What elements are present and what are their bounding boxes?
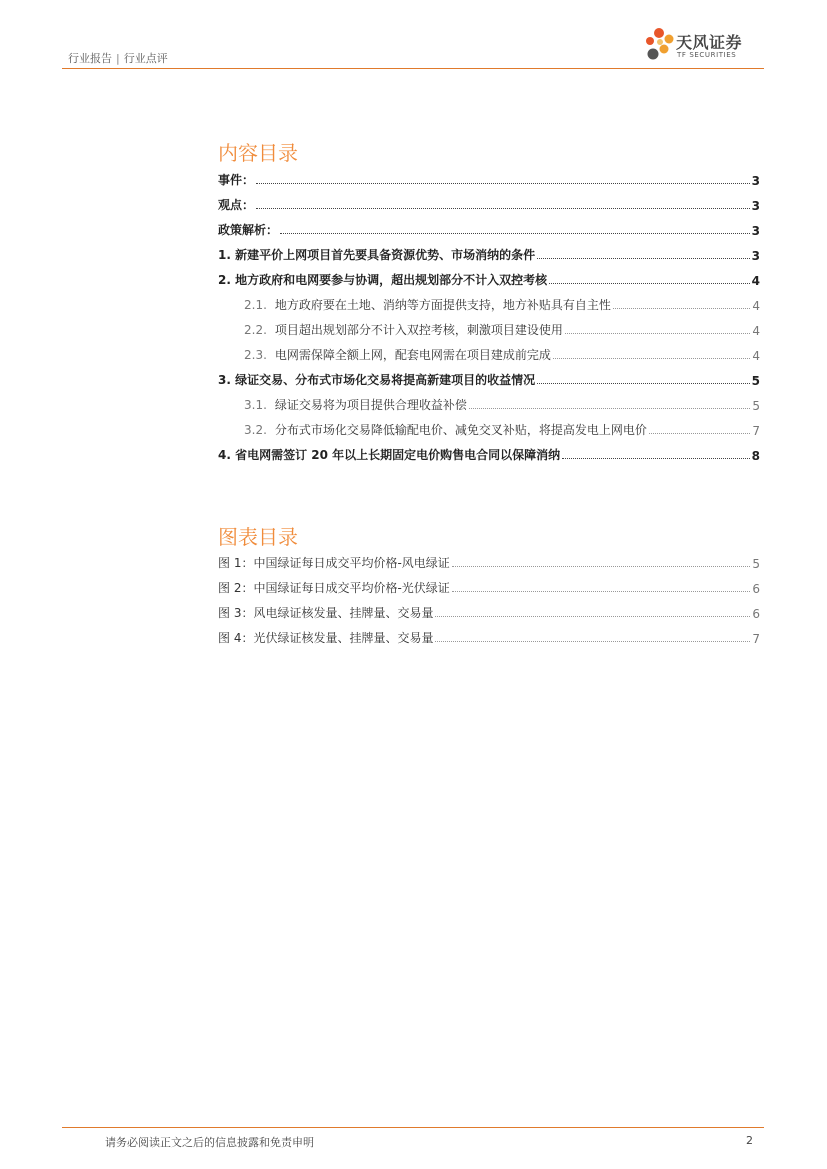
toc-entry-page: 4 bbox=[751, 274, 760, 288]
breadcrumb bbox=[68, 50, 168, 66]
flower-logo-icon bbox=[644, 24, 674, 68]
figure-entry-page: 5 bbox=[752, 557, 760, 571]
toc-entry-label: 1. 新建平价上网项目首先要具备资源优势、市场消纳的条件 bbox=[218, 248, 536, 262]
toc-subentry-number: 3.1. bbox=[244, 398, 267, 412]
toc-subentry-number: 2.2. bbox=[244, 323, 267, 337]
breadcrumb-separator: | bbox=[116, 52, 120, 65]
figure-entry[interactable] bbox=[218, 603, 760, 621]
toc-subentry[interactable] bbox=[218, 420, 760, 438]
leader-dots bbox=[565, 332, 750, 334]
logo-english-text: TF SECURITIES bbox=[677, 51, 737, 59]
toc-entry-label: 事件： bbox=[218, 173, 255, 187]
toc-entry-page: 3 bbox=[751, 174, 760, 188]
toc-subentry-number: 2.3. bbox=[244, 348, 267, 362]
toc-subentry-label: 地方政府要在土地、消纳等方面提供支持，地方补贴具有自主性 bbox=[274, 298, 611, 312]
toc-subentry-label: 分布式市场化交易降低输配电价、减免交叉补贴，将提高发电上网电价 bbox=[274, 423, 647, 437]
figure-entry-page: 6 bbox=[752, 607, 760, 621]
breadcrumb-report-type: 行业报告 bbox=[68, 52, 112, 65]
leader-dots bbox=[256, 182, 750, 184]
figure-entry-label: 图 3：风电绿证核发量、挂牌量、交易量 bbox=[218, 606, 434, 620]
figure-entry[interactable] bbox=[218, 553, 760, 571]
leader-dots bbox=[452, 565, 751, 567]
toc-subentry-label: 项目超出规划部分不计入双控考核，刺激项目建设使用 bbox=[274, 323, 563, 337]
figure-entry[interactable] bbox=[218, 578, 760, 596]
toc-entry[interactable] bbox=[218, 245, 760, 263]
figures-title: 图表目录 bbox=[218, 525, 298, 549]
leader-dots bbox=[469, 407, 750, 409]
toc-entry-label: 3. 绿证交易、分布式市场化交易将提高新建项目的收益情况 bbox=[218, 373, 536, 387]
toc-subentry[interactable] bbox=[218, 345, 760, 363]
toc-entry-page: 5 bbox=[751, 374, 760, 388]
header-rule bbox=[62, 68, 764, 69]
toc-subentry-label: 绿证交易将为项目提供合理收益补偿 bbox=[274, 398, 467, 412]
leader-dots bbox=[280, 232, 750, 234]
leader-dots bbox=[256, 207, 750, 209]
toc-subentry[interactable] bbox=[218, 295, 760, 313]
toc-entry-label: 2. 地方政府和电网要参与协调，超出规划部分不计入双控考核 bbox=[218, 273, 548, 287]
breadcrumb-report-subtype: 行业点评 bbox=[123, 52, 168, 65]
footer-rule bbox=[62, 1127, 764, 1128]
leader-dots bbox=[435, 640, 750, 642]
toc-entry-page: 3 bbox=[751, 249, 760, 263]
toc-entry[interactable] bbox=[218, 170, 760, 188]
leader-dots bbox=[562, 457, 749, 459]
leader-dots bbox=[549, 282, 750, 284]
page-header bbox=[62, 0, 764, 70]
leader-dots bbox=[649, 432, 750, 434]
leader-dots bbox=[613, 307, 750, 309]
figure-entry-page: 6 bbox=[752, 582, 760, 596]
toc-entry[interactable] bbox=[218, 195, 760, 213]
leader-dots bbox=[537, 257, 750, 259]
toc-entry-label: 4. 省电网需签订 20 年以上长期固定电价购售电合同以保障消纳 bbox=[218, 448, 561, 462]
toc-entry[interactable] bbox=[218, 270, 760, 288]
leader-dots bbox=[553, 357, 750, 359]
toc-subentry-page: 4 bbox=[752, 349, 760, 363]
toc-subentry-page: 4 bbox=[752, 299, 760, 313]
figure-entry-page: 7 bbox=[752, 632, 760, 646]
toc-entry-page: 3 bbox=[751, 199, 760, 213]
figure-entry[interactable] bbox=[218, 628, 760, 646]
toc-entry-page: 3 bbox=[751, 224, 760, 238]
toc-subentry-label: 电网需保障全额上网，配套电网需在项目建成前完成 bbox=[274, 348, 551, 362]
figure-entry-label: 图 2：中国绿证每日成交平均价格-光伏绿证 bbox=[218, 581, 450, 595]
toc-entry[interactable] bbox=[218, 220, 760, 238]
toc-subentry[interactable] bbox=[218, 320, 760, 338]
toc-subentry-page: 7 bbox=[752, 424, 760, 438]
leader-dots bbox=[537, 382, 750, 384]
contents-title: 内容目录 bbox=[218, 141, 298, 165]
figure-entry-label: 图 4：光伏绿证核发量、挂牌量、交易量 bbox=[218, 631, 434, 645]
toc-subentry[interactable] bbox=[218, 395, 760, 413]
logo-chinese-text: 天风证券 bbox=[676, 33, 743, 52]
disclaimer-note: 请务必阅读正文之后的信息披露和免责申明 bbox=[105, 1136, 314, 1149]
toc-subentry-number: 3.2. bbox=[244, 423, 267, 437]
toc-entry-label: 观点： bbox=[218, 198, 255, 212]
toc-entry[interactable] bbox=[218, 445, 760, 463]
toc-subentry-page: 5 bbox=[752, 399, 760, 413]
toc-subentry-page: 4 bbox=[752, 324, 760, 338]
page-number: 2 bbox=[746, 1134, 753, 1147]
toc-subentry-number: 2.1. bbox=[244, 298, 267, 312]
leader-dots bbox=[452, 590, 751, 592]
toc-entry[interactable] bbox=[218, 370, 760, 388]
company-logo bbox=[644, 24, 764, 68]
figure-entry-label: 图 1：中国绿证每日成交平均价格-风电绿证 bbox=[218, 556, 450, 570]
leader-dots bbox=[435, 615, 750, 617]
toc-entry-label: 政策解析： bbox=[218, 223, 279, 237]
toc-entry-page: 8 bbox=[751, 449, 760, 463]
